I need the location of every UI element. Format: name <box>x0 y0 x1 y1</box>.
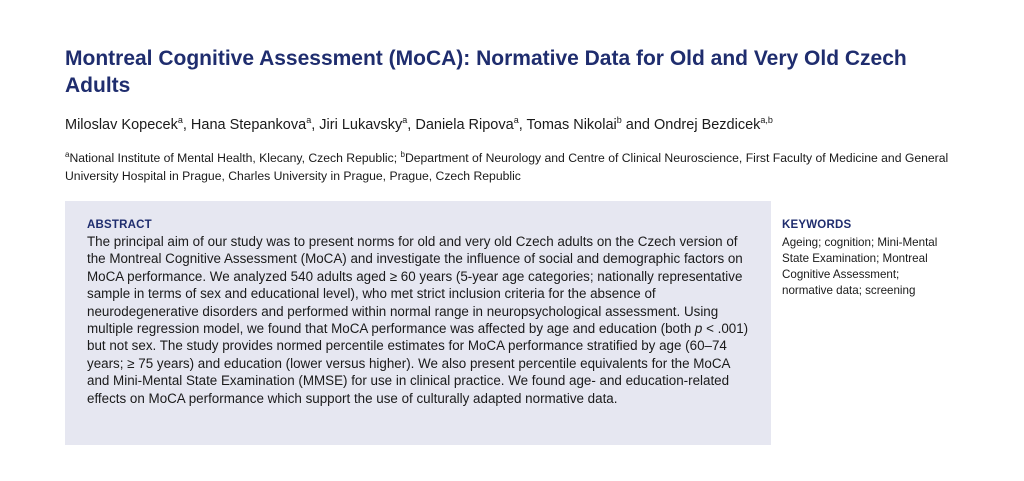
author-affiliation-mark: b <box>616 115 622 126</box>
author-separator: , <box>182 117 191 133</box>
keywords-panel <box>782 219 942 299</box>
author-name: Ondrej Bezdicek <box>654 117 761 133</box>
abstract-text-part-1: The principal aim of our study was to present norms for old and very old Czech adults on the Czech version of the Montreal Cognitive Assessment (MoCA) and investigate the influence of social and demographic factors on MoCA performance. We analyzed 540 adults aged ≥ 60 years (5-year age categories; nationally representative sample in terms of sex and educational level), who met strict inclusion criteria for the absence of neurodegenerative disorders and performed within normal range in neuropsychological assessment. Using multiple regression model, we found that MoCA performance was affected by age and education (both <box>87 234 743 337</box>
keywords-text: Ageing; cognition; Mini-Mental State Examination; Montreal Cognitive Assessment; normative data; screening <box>782 236 938 297</box>
author-separator: , <box>407 117 416 133</box>
affiliation-text: Department of Neurology and Centre of Clinical Neuroscience, First Faculty of Medicine and General University Hospital in Prague, Charles University in Prague, Prague, Czech Republic <box>65 151 949 183</box>
author-name: Hana Stepankova <box>190 117 307 133</box>
author-separator: , <box>311 117 320 133</box>
author-affiliation-mark: a <box>306 115 312 126</box>
author-affiliation-mark: a,b <box>760 115 773 126</box>
author-name: Tomas Nikolai <box>526 117 617 133</box>
author-name: Miloslav Kopecek <box>65 117 178 133</box>
abstract-box <box>65 201 771 445</box>
abstract-text-part-2: < .001) but not sex. The study provides normed percentile estimates for MoCA performance stratified by age (60–74 years; ≥ 75 years) and education (lower versus higher). We also present percentile equivalents for the MoCA and Mini-Mental State Examination (MMSE) for use in clinical practice. We found age- and education-related effects on MoCA performance which support the use of culturally adapted normative data. <box>87 321 749 406</box>
affiliations <box>65 149 955 185</box>
author-separator: and <box>621 117 655 133</box>
author-separator: , <box>518 117 527 133</box>
p-value-symbol: p <box>694 321 703 337</box>
author-affiliation-mark: a <box>402 115 408 126</box>
abstract-text <box>87 233 751 407</box>
affiliation-mark: b <box>400 149 405 159</box>
keywords-heading: KEYWORDS <box>782 219 852 231</box>
author-affiliation-mark: a <box>177 115 183 126</box>
affiliation-mark: a <box>65 149 70 159</box>
abstract-heading: ABSTRACT <box>87 219 152 231</box>
author-name: Jiri Lukavsky <box>319 117 403 133</box>
affiliation-text: National Institute of Mental Health, Klecany, Czech Republic; <box>69 151 401 165</box>
paper-title: Montreal Cognitive Assessment (MoCA): Normative Data for Old and Very Old Czech Adults <box>65 47 907 97</box>
author-list <box>65 115 985 135</box>
author-name: Daniela Ripova <box>415 117 514 133</box>
author-affiliation-mark: a <box>513 115 519 126</box>
